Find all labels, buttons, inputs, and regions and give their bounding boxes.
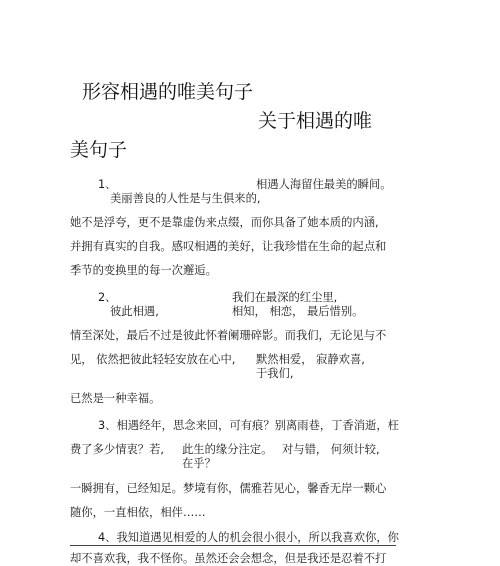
s2-line-f: 已然是一种幸福。 xyxy=(70,392,161,405)
title-line-3: 美句子 xyxy=(70,139,128,161)
s3-line-b2: 此生的缘分注定。 xyxy=(182,443,273,456)
s4-line-b: 却不喜欢我，我不怪你。虽然还会会想念，但是我还是忍着不打 xyxy=(70,552,387,565)
s3-line-b1: 费了多少情衷？若, xyxy=(70,443,164,456)
s4-line-a: 4、我知道遇见相爱的人的机会很小很小，所以我喜欢你，你 xyxy=(98,531,399,544)
s1-number: 1、 xyxy=(98,178,117,191)
s2-line-a: 我们在最深的红尘里, xyxy=(232,291,338,304)
title-line-2: 关于相遇的唯 xyxy=(258,110,373,132)
s2-number: 2、 xyxy=(98,291,117,304)
s1-line-a: 相遇人海留住最美的瞬间。 xyxy=(256,178,392,191)
title-line-1: 形容相遇的唯美句子 xyxy=(82,81,254,103)
s3-line-c: 在乎？ xyxy=(182,457,216,470)
s2-line-c: 情至深处，最后不过是彼此怀着阑珊碎影。而我们，无论见与不 xyxy=(70,329,387,342)
s1-line-c: 她不是浮夸，更不是靠虚伪来点缀，而你具备了她本质的内涵, xyxy=(70,216,379,229)
s2-line-e: 于我们, xyxy=(256,367,294,380)
s2-line-d2: 默然相爱， 寂静欢喜, xyxy=(256,353,365,366)
s1-line-e: 季节的变换里的每一次邂逅。 xyxy=(70,264,217,277)
s2-line-b1: 彼此相遇, xyxy=(110,305,159,318)
s2-line-b2: 相知， 相恋， 最后惜别。 xyxy=(232,305,364,318)
s3-line-b3: 对与错， 何须计较, xyxy=(282,443,380,456)
s3-line-a: 3、相遇经年，思念来回，可有痕？别离雨巷，丁香消逝，枉 xyxy=(98,419,399,432)
s3-line-e: 随你，一直相依，相伴…… xyxy=(70,506,206,519)
s2-line-d1: 见， 依然把彼此轻轻安放在心中, xyxy=(70,353,236,366)
s1-line-d: 并拥有真实的自我。感叹相遇的美好，让我珍惜在生命的起点和 xyxy=(70,240,387,253)
s1-line-b: 美丽善良的人性是与生俱来的, xyxy=(110,192,261,205)
underline-rule xyxy=(70,545,396,546)
s3-line-d: 一瞬拥有，已经知足。梦境有你，儒雅若见心，馨香无岸一颗心 xyxy=(70,482,387,495)
